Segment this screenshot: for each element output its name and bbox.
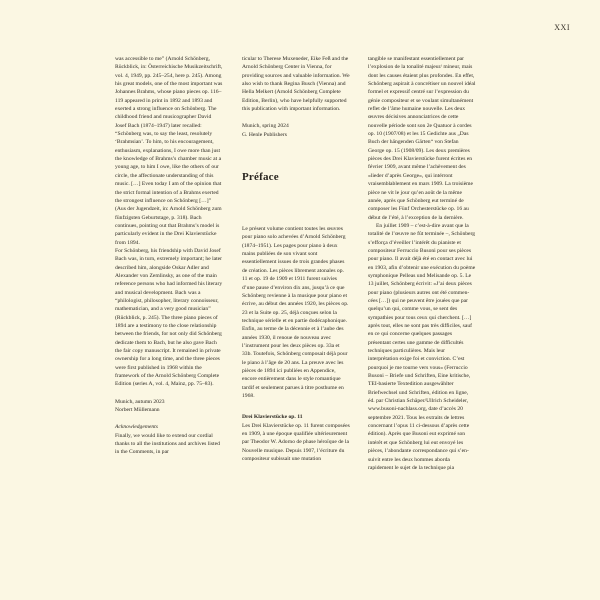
section-heading: Drei Klavierstücke op. 11 xyxy=(242,414,303,421)
french-paragraph-3: tangible se manifestant essentiellement par l’explosion de la tonalité majeur/ mineur, mais dont les causes étaient plus profondes. En effet, Schönberg aspirait à concrétiser un nouvel idéal formel et expressif centré sur l’expression du génie compositeur et se voulant simultanément reflet de l’âme humaine nouvelle. Les deux œuvres décisives annonciatrices de cette nouvelle période sont son 2e Quatuor à cordes op. 10 (1907/08) et les 15 Gedichte aus „Das Buch der hängenden Gärten“ von Stefan George op. 15 (1908/09). Les deux premières pièces des Drei Klavierstücke furent écrites en février 1909, avant même l’achèvement des «lieder d’après George», qui intérront vraisemblablement en mars 1909. La troisième pièce ne vit le jour qu’en août de la même année, après que Schönberg eut terminé de composer les Fünf Orchesterstücke op. 16 au début de l’été, à l’exception de la dernière. xyxy=(368,56,476,221)
english-paragraph-2: For Schönberg, his friendship with David Josef Bach was, in turn, extremely important; he later described him, alongside Oskar Adler and Alexander von Zemlinsky, as one of the main reference persons who had informed his literary and musical development. Bach was a “philologist, philosopher, literary connoisseur, mathematician, and a very good musician” (Rückblick, p. 245). The three piano pieces of 1894 are a testimony to the close relationship between the friends, for not only did Schönberg dedicate them to Bach, but he also gave Bach the fair copy manuscript. It remained in private ownership for a long time, and the three pieces were first published in 1968 within the framework of the Arnold Schönberg Complete Edition (series A, vol. 4, Mainz, pp. 75–83). xyxy=(115,247,223,388)
french-paragraph-1: Le présent volume contient toutes les œuvres pour piano solo achevées d’Arnold Schönberg (1874–1951). Les pages pour piano à deux mains publiées de son vivant sont essentiellement issues de trois grandes phases de création. Les pièces librement atonales op. 11 et op. 19 de 1909 et 1911 furent suivies d’une pause d’environ dix ans, jusqu’à ce que Schönberg revienne à la musique pour piano et écrive, au début des années 1920, les pièces op. 23 et la Suite op. 25, déjà conçues selon la technique sérielle et en partie dodécaphonique. Enfin, au terme de la décennie et à l’aube des années 1930, il renoue de nouveau avec l’instrument pour les deux pièces op. 33a et 33b. Toutefois, Schönberg composait déjà pour le piano à l’âge de 20 ans. La preuve avec les pièces de 1894 ici publiées en Appendice, encore entièrement dans le style romantique tardif et seulement parues à titre posthume en 1968. xyxy=(242,226,349,399)
english-column xyxy=(115,55,223,457)
acknowledgements-text: Finally, we would like to extend our cordial thanks to all the institutions and archives listed in the Comments, in par xyxy=(115,432,220,456)
english-paragraph-1: was accessible to me” (Arnold Schönberg, Rückblick, in: Österreichische Musikzeitschrift, vol. 4, 1949, pp. 245–254, here p. 245). Among his great models, one of the most important was Johannes Brahms, whose piano pieces op. 116–119 appeared in print in 1892 and 1893 and exerted a strong influence on Schönberg. The childhood friend and musicographer David Josef Bach (1874–1947) later recalled: “Schönberg was, to say the least, resolutely ‘Brahmsian’. To him, to his encouragement, enthusiasm, explanations, I owe more than just the knowledge of Brahms’s chamber music at a young age, to him I owe, like the others of our circle, the affectionate understanding of this music. […] Even today I am of the opinion that the strict formal intention of a Brahms exerted the strongest influence on Schönberg […]” (Aus der Jugendzeit, in: Arnold Schönberg zum fünfzigsten Geburtstage, p. 318). Bach continues, pointing out that Brahms’s model is particularly evident in the Drei Klavierstücke from 1894. xyxy=(115,56,223,246)
english-sign-place: Munich, autumn 2023 xyxy=(115,398,165,405)
middle-column xyxy=(242,55,350,463)
publisher-sign: Munich, spring 2024 G. Henle Publishers xyxy=(242,123,289,138)
french-column xyxy=(368,55,476,472)
page-number: XXI xyxy=(554,23,570,32)
french-paragraph-4: En juillet 1909 – c’est-à-dire avant que la totalité de l’œuvre ne fût terminée –, Schönberg s’efforça d’éveiller l’intérêt du pianiste et compositeur Ferruccio Busoni pour ses pièces pour piano. Il avait déjà été en contact avec lui en 1903, afin d’obtenir une exécution du poème symphonique Pelleas und Melisande op. 5. Le 13 juillet, Schönberg écrivit: «J’ai deux pièces pour piano (plusieurs autres ont été commencées […]) qui ne peuvent être jouées que par quelqu’un qui, comme vous, se sent des sympathies pour tous ceux qui cherchent. […] après tout, elles ne sont pas très difficiles, sauf en ce qui concerne quelques passages présentant certes une gamme de difficultés techniques particulières. Mais leur interprétation exige foi et conviction. C’est pourquoi je me tourne vers vous» (Ferruccio Busoni – Briefe und Schriften, Eine kritische, TEI-basierte Textedition ausgewählter Briefwechsel und Schriften, édition en ligne, éd. par Christian Schäper/Ullrich Scheideler, www.busoni-nachlass.org, date d’accès 20 septembre 2021. Tous les extraits de lettres concernant l’opus 11 ci-dessous d’après cette édition). Après que Busoni eut exprimé son intérêt et que Schönberg lui eut envoyé les pièces, l’abondante correspondance qui s’ensuivit entre les deux hommes aborda rapidement le sujet de la technique pia xyxy=(368,222,476,471)
preface-title: Préface xyxy=(242,171,279,184)
english-sign-name: Norbert Müllemann xyxy=(115,407,160,414)
english-paragraph-3: ticular to Therese Muxeneder, Eike Feß and the Arnold Schönberg Center in Vienna, for providing sources and valuable information. We also wish to thank Regina Busch (Vienna) and Hella Melkert (Arnold Schönberg Complete Edition, Berlin), who have helpfully supported this publication with important information. xyxy=(242,56,350,113)
acknowledgements-heading: Acknowledgements xyxy=(115,424,158,431)
french-paragraph-2: Les Drei Klavierstücke op. 11 furent composées en 1909, à une époque qualifiée ultérieurement par Theodor W. Adorno de phase héroïque de la Nouvelle musique. Depuis 1907, l’écriture du compositeur subissait une mutation xyxy=(242,422,350,463)
